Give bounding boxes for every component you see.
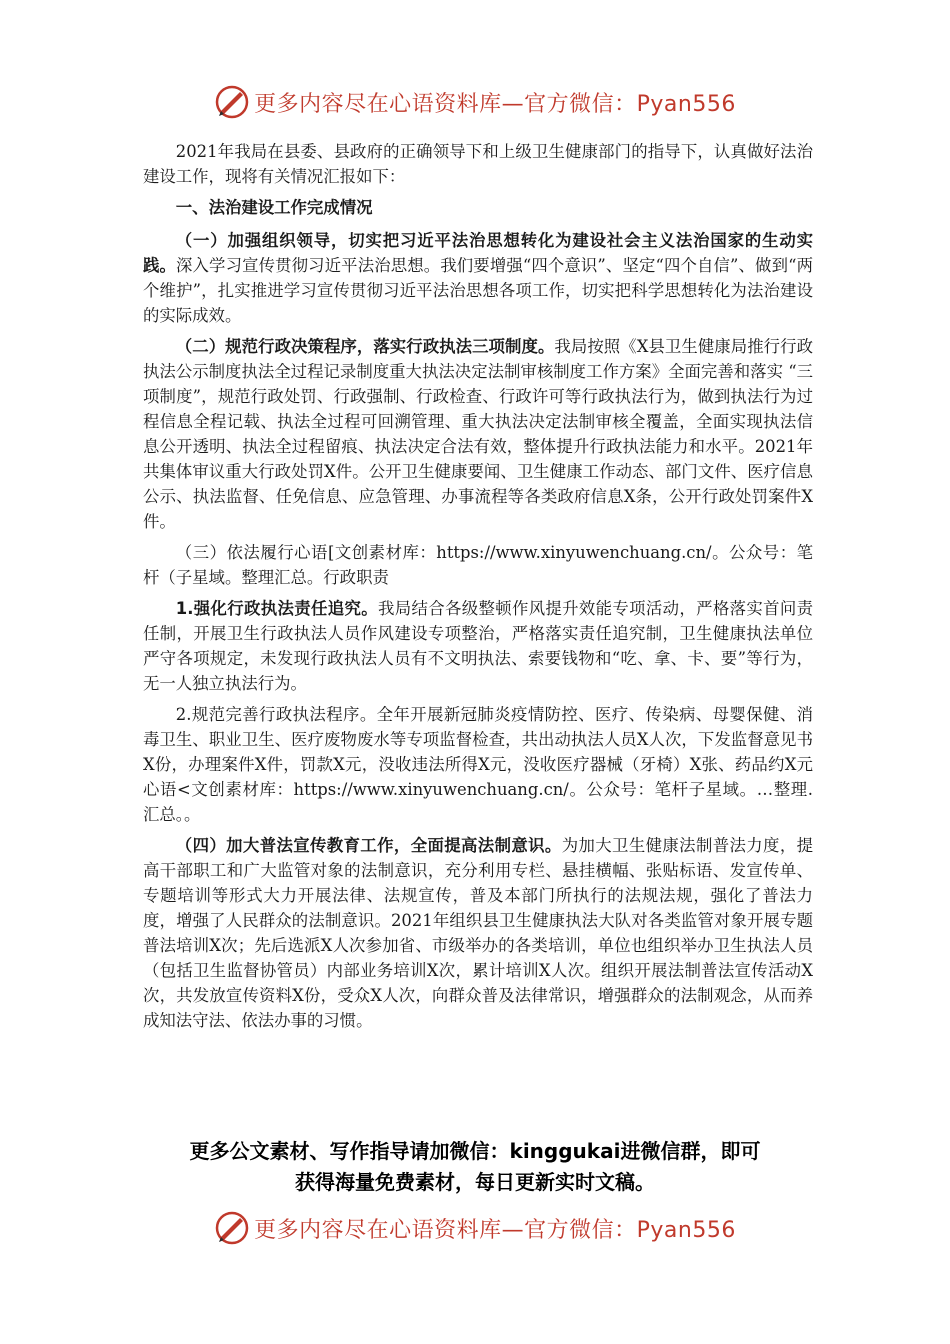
banner-text: 更多内容尽在心语资料库—官方微信：Pyan556 (254, 1217, 736, 1243)
subsection-1-title: （一）加强组织领导，切实把习近平法治思想转化为建设社会主义法治国家的生动实践。 (143, 231, 813, 275)
item-1 (143, 596, 813, 696)
subsection-2-title: （二）规范行政决策程序，落实行政执法三项制度。 (175, 337, 555, 356)
subsection-4-title: （四）加大普法宣传教育工作，全面提高法制意识。 (175, 836, 562, 855)
header-banner (0, 82, 950, 122)
promo-line-2: 获得海量免费素材，每日更新实时文稿。 (295, 1170, 655, 1194)
subsection-1-body: 深入学习宣传贯彻习近平法治思想。我们要增强“四个意识”、坚定“四个自信”、做到“两个维护”，扎实推进学习宣传贯彻习近平法治思想各项工作，切实把科学思想转化为法治建设的实际成效。 (143, 256, 813, 325)
subsection-1 (143, 228, 813, 328)
pen-logo-icon (214, 84, 250, 120)
intro-paragraph: 2021年我局在县委、县政府的正确领导下和上级卫生健康部门的指导下，认真做好法治建设工作，现将有关情况汇报如下： (143, 142, 813, 186)
banner-text: 更多内容尽在心语资料库—官方微信：Pyan556 (254, 91, 736, 117)
pen-logo-icon (214, 1210, 250, 1246)
promo-notice (100, 1136, 850, 1198)
item-1-body: 我局结合各级整顿作风提升效能专项活动，严格落实首问责任制，开展卫生行政执法人员作风建设专项整治，严格落实责任追究制，卫生健康执法单位严守各项规定，未发现行政执法人员有不文明执法、索要钱物和“吃、拿、卡、要”等行为，无一人独立执法行为。 (143, 599, 813, 693)
subsection-4 (143, 833, 813, 1033)
section-heading: 一、法治建设工作完成情况 (175, 198, 373, 217)
subsection-2-body: 我局按照《X县卫生健康局推行行政执法公示制度执法全过程记录制度重大执法决定法制审核制度工作方案》全面完善和落实 “三项制度”，规范行政处罚、行政强制、行政检查、行政许可等行政执法行为，做到执法行为过程信息全程记载、执法全过程可回溯管理、重大执法决定法制审核全覆盖，全面实现执法信息公开透明、执法全过程留痕、执法决定合法有效，整体提升行政执法能力和水平。2021年共集体审议重大行政处罚X件。公开卫生健康要闻、卫生健康工作动态、部门文件、医疗信息公示、执法监督、任免信息、应急管理、办事流程等各类政府信息X条，公开行政处罚案件X件。 (143, 337, 813, 531)
subsection-3: （三）依法履行心语[文创素材库：https://www.xinyuwenchuang.cn/。公众号：笔杆（子星域。整理汇总。行政职责 (143, 543, 813, 587)
subsection-2 (143, 334, 813, 534)
subsection-4-body: 为加大卫生健康法制普法力度，提高干部职工和广大监管对象的法制意识，充分利用专栏、悬挂横幅、张贴标语、发宣传单、专题培训等形式大力开展法律、法规宣传，普及本部门所执行的法规法规，强化了普法力度，增强了人民群众的法制意识。2021年组织县卫生健康执法大队对各类监管对象开展专题普法培训X次；先后选派X人次参加省、市级举办的各类培训，单位也组织举办卫生执法人员（包括卫生监督协管员）内部业务培训X次，累计培训X人次。组织开展法制普法宣传活动X次，共发放宣传资料X份，受众X人次，向群众普及法律常识，增强群众的法制观念，从而养成知法守法、依法办事的习惯。 (143, 836, 814, 1030)
item-1-title: 1.强化行政执法责任追究。 (175, 599, 378, 618)
footer-banner (0, 1208, 950, 1248)
document-body (143, 139, 813, 1039)
promo-line-1: 更多公文素材、写作指导请加微信：kinggukai进微信群，即可 (189, 1139, 761, 1163)
item-2: 2.规范完善行政执法程序。全年开展新冠肺炎疫情防控、医疗、传染病、母婴保健、消毒卫生、职业卫生、医疗废物废水等专项监督检查，共出动执法人员X人次，下发监督意见书X份，办理案件X件，罚款X元，没收违法所得X元，没收医疗器械（牙椅）X张、药品约X元心语<文创素材库：https://www.xinyuwenchuang.cn/。公众号：笔杆子星域。…整理.汇总。。 (143, 705, 813, 824)
